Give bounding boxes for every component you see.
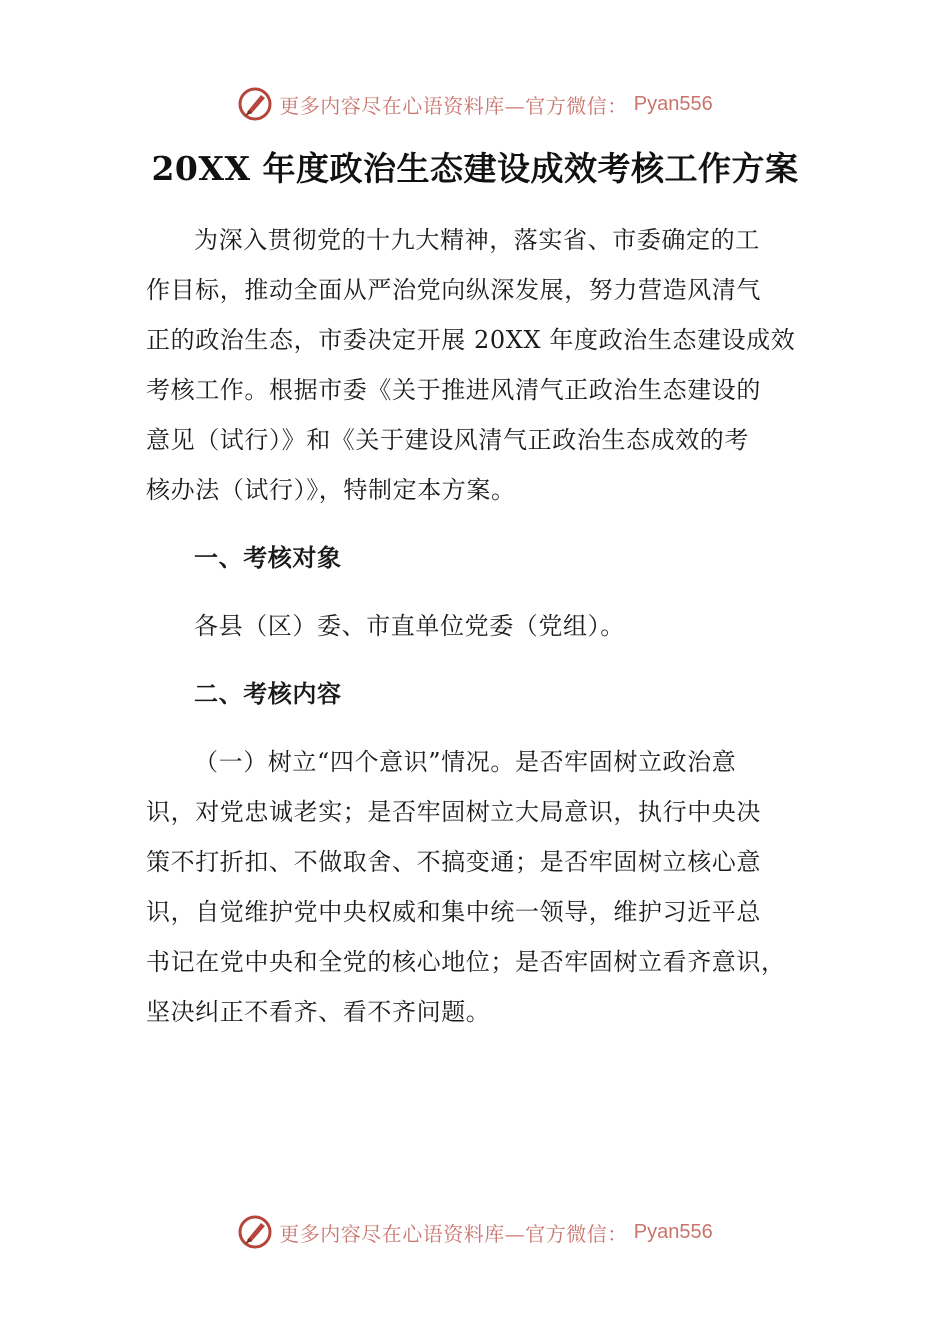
item-line: 识，对党忠诚老实；是否牢固树立大局意识，执行中央决 (146, 798, 761, 826)
item-line: 书记在党中央和全党的核心地位；是否牢固树立看齐意识， (146, 948, 786, 976)
item-four-consciousness (146, 737, 806, 1037)
document-body (146, 215, 806, 1037)
watermark-wechat-id: Pyan556 (633, 92, 713, 115)
intro-line: 作目标，推动全面从严治党向纵深发展，努力营造风清气 (146, 276, 761, 304)
document-title: 20XX 年度政治生态建设成效考核工作方案 (151, 149, 799, 188)
section-heading-assessment-targets: 一、考核对象 (194, 543, 342, 572)
item-line: （一）树立“四个意识”情况。是否牢固树立政治意 (194, 748, 737, 776)
section-heading-assessment-content: 二、考核内容 (194, 679, 342, 708)
intro-paragraph (146, 215, 806, 515)
pen-seal-icon (237, 1214, 273, 1250)
item-line: 识，自觉维护党中央权威和集中统一领导，维护习近平总 (146, 898, 761, 926)
intro-line: 考核工作。根据市委《关于推进风清气正政治生态建设的 (146, 376, 761, 404)
watermark-text: 更多内容尽在心语资料库—官方微信： (279, 1221, 628, 1246)
intro-line: 意见（试行）》和《关于建设风清气正政治生态成效的考 (146, 426, 749, 454)
watermark-wechat-id: Pyan556 (633, 1220, 713, 1243)
item-line: 策不打折扣、不做取舍、不搞变通；是否牢固树立核心意 (146, 848, 761, 876)
intro-line: 核办法（试行）》，特制定本方案。 (146, 476, 516, 504)
section-body-assessment-targets: 各县（区）委、市直单位党委（党组）。 (194, 612, 625, 640)
header-watermark (0, 84, 950, 124)
intro-line: 正的政治生态，市委决定开展 20XX 年度政治生态建设成效 (146, 326, 796, 354)
footer-watermark (0, 1212, 950, 1252)
intro-line: 为深入贯彻党的十九大精神，落实省、市委确定的工 (194, 226, 760, 254)
watermark-text: 更多内容尽在心语资料库—官方微信： (279, 93, 628, 118)
item-line: 坚决纠正不看齐、看不齐问题。 (146, 998, 491, 1026)
pen-seal-icon (237, 86, 273, 122)
